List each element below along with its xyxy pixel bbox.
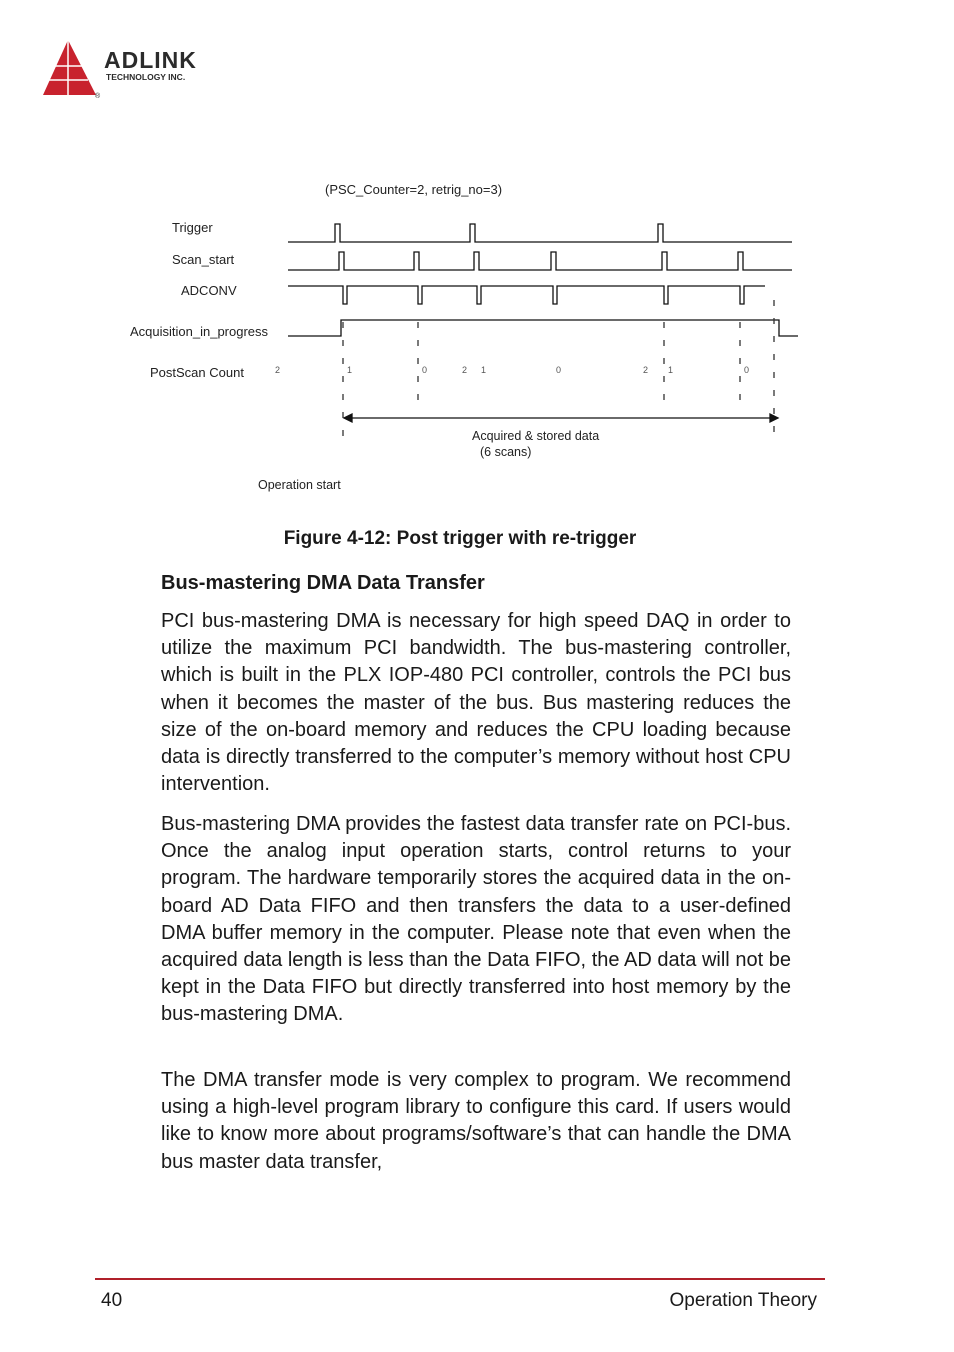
timing-diagram: [120, 170, 820, 510]
logo-triangle: [43, 40, 96, 95]
footer-chapter-title: Operation Theory: [669, 1290, 817, 1311]
scan-start-waveform: [288, 252, 792, 270]
timing-diagram-svg: [120, 170, 820, 510]
count-label: 2: [275, 365, 281, 375]
diagram-title: (PSC_Counter=2, retrig_no=3): [325, 182, 503, 197]
count-label: 1: [481, 365, 487, 375]
count-label: 0: [744, 365, 750, 375]
figure-caption: Figure 4-12: Post trigger with re-trigger: [283, 528, 637, 549]
logo-brand-text: ADLINK: [104, 47, 197, 73]
logo-sub-text: TECHNOLOGY INC.: [106, 72, 186, 82]
footer-divider: [95, 1278, 825, 1280]
signal-label-adconv: ADCONV: [181, 283, 237, 298]
svg-text:®: ®: [95, 93, 101, 100]
section-heading: Bus-mastering DMA Data Transfer: [161, 572, 485, 594]
operation-start-label: Operation start: [258, 478, 341, 492]
signal-label-postscan-count: PostScan Count: [150, 365, 244, 380]
signal-label-trigger: Trigger: [172, 220, 213, 235]
adlink-logo: [40, 38, 240, 100]
count-label: 0: [556, 365, 562, 375]
body-paragraph: PCI bus-mastering DMA is necessary for high speed DAQ in order to utilize the maximum PCI bandwidth. The bus-mastering controller, which is built in the PLX IOP-480 PCI controller, controls the PCI bus when it becomes the master of the bus. Bus mastering reduces the size of the on-board memory and reduces the CPU loading because data is directly transferred to the computer’s memory without host CPU intervention.: [161, 610, 791, 796]
count-label: 0: [422, 365, 428, 375]
signal-label-acquisition: Acquisition_in_progress: [130, 324, 269, 339]
acquisition-waveform: [288, 320, 798, 336]
count-label: 1: [668, 365, 674, 375]
span-sub-label: (6 scans): [480, 445, 532, 459]
trigger-waveform: [288, 224, 792, 242]
signal-label-scan-start: Scan_start: [172, 252, 235, 267]
count-label: 1: [347, 365, 353, 375]
body-paragraph: Bus-mastering DMA provides the fastest data transfer rate on PCI-bus. Once the analog input operation starts, control returns to your program. The hardware temporarily stores the acquired data in the on-board AD Data FIFO and then transfers the data to a user-defined DMA buffer memory in the computer. Please note that even when the acquired data length is less than the Data FIFO, the AD data will not be kept in the Data FIFO but directly transferred into host memory by the bus-mastering DMA.: [161, 813, 791, 1026]
count-label: 2: [462, 365, 468, 375]
body-paragraph: The DMA transfer mode is very complex to program. We recommend using a high-level program library to configure this card. If users would like to know more about programs/software’s that can handle the DMA bus master data transfer,: [161, 1069, 791, 1173]
count-label: 2: [643, 365, 649, 375]
span-label: Acquired & stored data: [472, 429, 600, 443]
page-number: 40: [101, 1290, 123, 1311]
adconv-waveform: [288, 286, 765, 304]
adlink-logo-graphic: [40, 38, 240, 100]
